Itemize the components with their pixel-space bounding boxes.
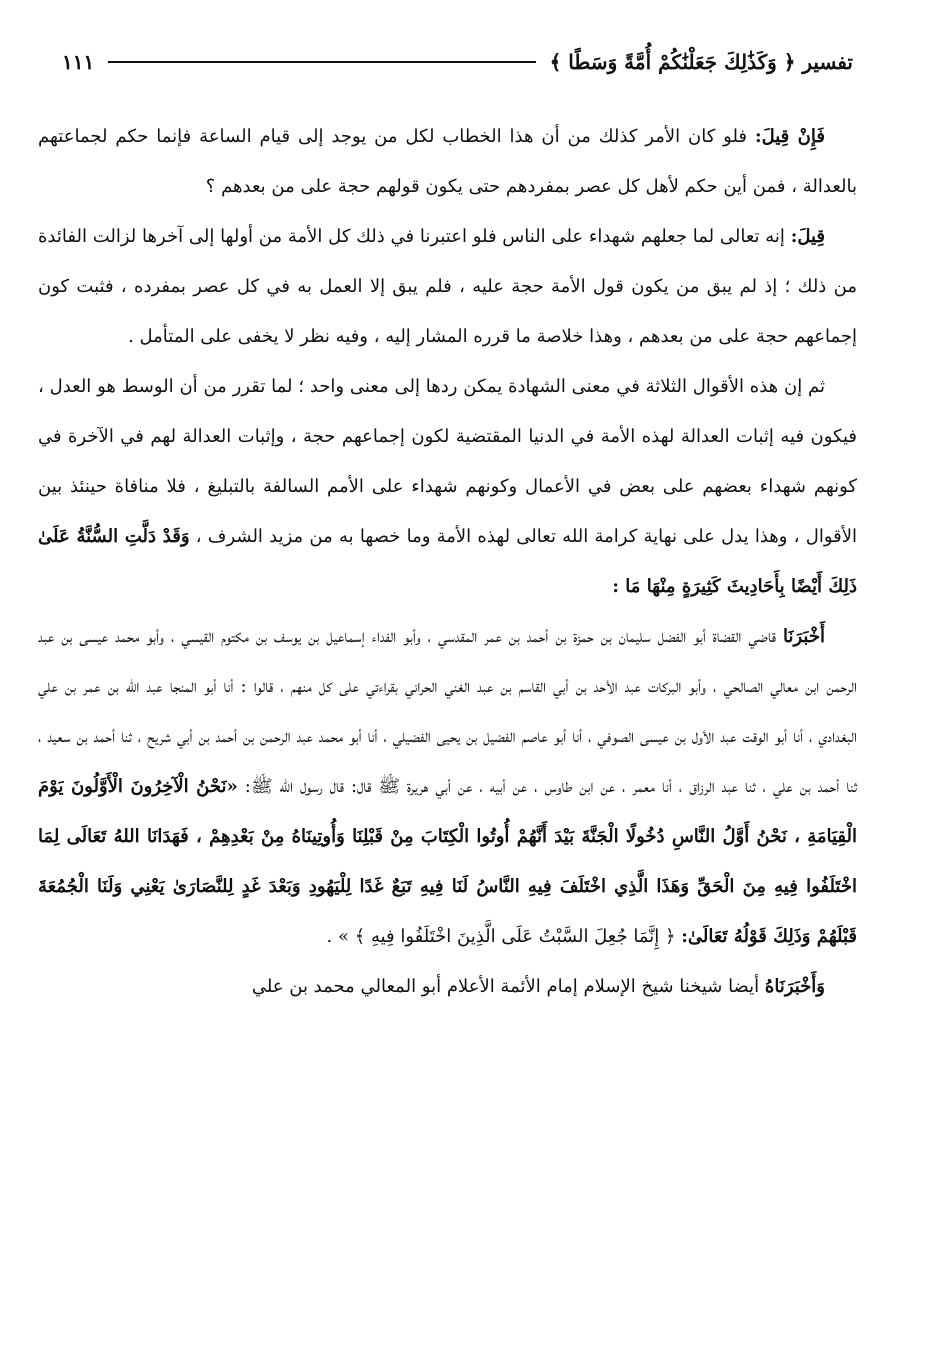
paragraph-reply [38,212,857,362]
page-number: ١١١ [62,50,95,74]
quran-quote: ﴿ إِنَّمَا جُعِلَ السَّبْتُ عَلَى الَّذِينَ اخْتَلَفُوا فِيهِ ﴾ » . [326,926,682,947]
paragraph-lead: فَإِنْ قِيلَ: [754,126,825,147]
running-title: تفسير ﴿ وَكَذَٰلِكَ جَعَلْنَٰكُمْ أُمَّةً وَسَطًا ﴾ [549,50,853,74]
paragraph-lead: أَخْبَرَنَا [783,626,825,647]
paragraph-text: إنه تعالى لما جعلهم شهداء على الناس فلو اعتبرنا في ذلك كل الأمة من أولها إلى آخرها لزالت الفائدة من ذلك ؛ إذ لم يبق من يكون قول الأمة حجة عليه ، فلم يبق إلا العمل به في كل عصر بمفرده ، فثبت كون إجماعهم حجة على من بعدهم ، وهذا خلاصة ما قرره المشار إليه ، وفيه نظر لا يخفى على المتأمل . [38,226,857,347]
paragraph-text: أيضا شيخنا شيخ الإسلام إمام الأئمة الأعلام أبو المعالي محمد بن علي [251,976,765,997]
paragraph-lead: وَأَخْبَرَنَاهُ [764,976,825,997]
paragraph-text: ثم إن هذه الأقوال الثلاثة في معنى الشهادة يمكن ردها إلى معنى واحد ؛ لما تقرر من أن الوسط هو العدل ، فيكون فيه إثبات العدالة لهذه الأمة في الدنيا المقتضية لكون إجماعهم حجة ، وإثبات العدالة لهم في الآخرة في كونهم شهداء بعضهم على بعض في الأعمال وكونهم شهداء على الأمم السالفة بالتبليغ ، فلا منافاة حينئذ بين الأقوال ، وهذا يدل على نهاية كرامة الله تعالى لهذه الأمة وما خصها به من مزيد الشرف ، [38,376,857,547]
page-header [62,42,853,82]
paragraph-lead: قِيلَ: [790,226,825,247]
paragraph-text: فلو كان الأمر كذلك من أن هذا الخطاب لكل من يوجد إلى قيام الساعة فإنما حكم لجماعتهم بالعدالة ، فمن أين حكم لأهل كل عصر بمفردهم حتى يكون قولهم حجة على من بعدهم ؟ [38,126,857,197]
paragraph-next-isnad [38,962,857,1012]
paragraph-objection [38,112,857,212]
paragraph-bold-tail: وَقَدْ دَلَّتِ السُّنَّةُ عَلَىٰ ذَلِكَ أَيْضًا بِأَحَادِيثَ كَثِيرَةٍ مِنْهَا مَا : [38,526,857,597]
paragraph-isnad [38,612,857,962]
hadith-text: «نَحْنُ الْآخِرُونَ الْأَوَّلُونَ يَوْمَ الْقِيَامَةِ ، نَحْنُ أَوَّلُ النَّاسِ دُخُولًا الْجَنَّةَ بَيْدَ أَنَّهُمْ أُوتُوا الْكِتَابَ مِنْ قَبْلِنَا وَأُوتِينَاهُ مِنْ بَعْدِهِمْ ، فَهَدَانَا اللهُ تَعَالَى لِمَا اخْتَلَفُوا فِيهِ مِنَ الْحَقِّ وَهَذَا الَّذِي اخْتَلَفَ فِيهِ النَّاسُ لَنَا فِيهِ تَبَعٌ غَدًا لِلْيَهُودِ وَبَعْدَ غَدٍ لِلنَّصَارَىٰ يَعْنِي وَلَنَا الْجُمُعَةَ قَبْلَهُمْ وَذَلِكَ قَوْلُهُ تَعَالَىٰ: [38,776,857,947]
header-rule [108,61,535,63]
paragraph-text: قاضي القضاة أبو الفضل سليمان بن حمزة بن أحمد بن عمر المقدسي ، وأبو الفداء إسماعيل بن يوسف بن مكتوم القيسي ، وأبو محمد عيسى بن عبد الرحمن ابن معالي الصالحي ، وأبو البركات عبد الأحد بن أبي القاسم بن عبد الغني الحراني بقراءتي على كل منهم ، قالوا : أنا أبو المنجا عبد الله بن عمر بن علي البغدادي ، أنا أبو الوقت عبد الأول بن عيسى الصوفي ، أنا أبو عاصم الفضيل بن يحيى الفضيلي ، أنا أبو محمد عبد الرحمن بن أحمد بن أبي شريح ، ثنا أحمد بن سعيد ، ثنا أحمد بن علي ، ثنا عبد الرزاق ، أنا معمر ، عن ابن طاوس ، عن أبيه ، عن أبي هريرة ﷺ قال: قال رسول الله ﷺ: [38,626,858,797]
page-body [38,112,857,1012]
paragraph-synthesis [38,362,857,612]
